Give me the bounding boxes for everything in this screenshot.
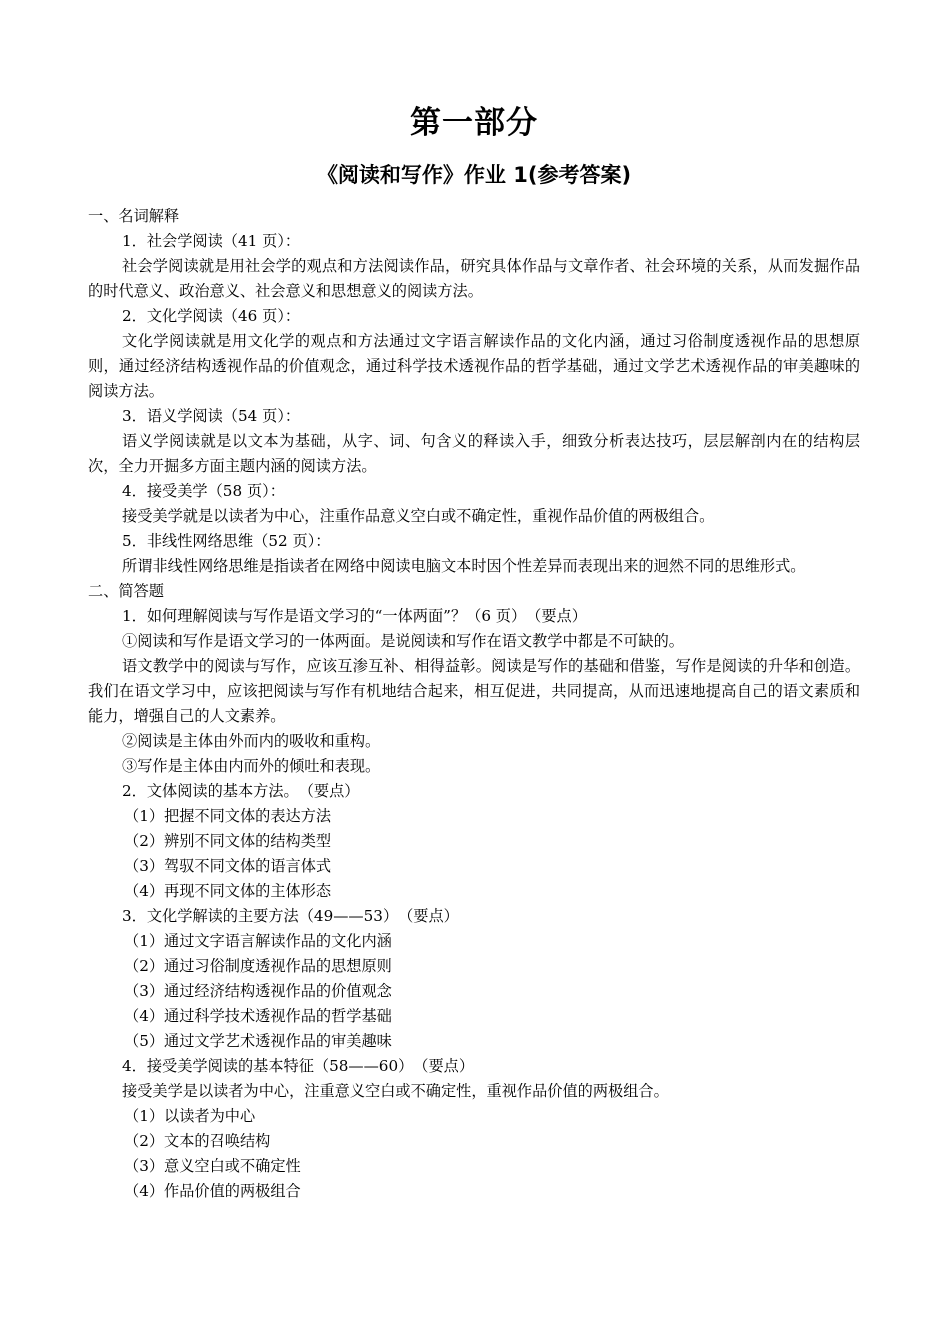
short-question: 1．如何理解阅读与写作是语文学习的“一体两面”？（6 页） （要点） (122, 607, 587, 625)
answer-list-item: （4）再现不同文体的主体形态 (124, 882, 332, 900)
term-question: 4．接受美学（58 页）： (122, 482, 285, 500)
answer-list-item: （4）通过科学技术透视作品的哲学基础 (124, 1007, 392, 1025)
answer-paragraph: ③写作是主体由内而外的倾吐和表现。 (122, 757, 381, 775)
answer-list-item: （2）辨别不同文体的结构类型 (124, 832, 332, 850)
answer-list-item: （5）通过文学艺术透视作品的审美趣味 (124, 1032, 392, 1050)
page-subtitle: 《阅读和写作》作业 1(参考答案) (316, 163, 632, 187)
section-heading-terms: 一、名词解释 (88, 207, 180, 225)
short-question: 4．接受美学阅读的基本特征（58——60） （要点） (122, 1057, 475, 1075)
answer-paragraph: ②阅读是主体由外而内的吸收和重构。 (122, 732, 381, 750)
short-question: 3．文化学解读的主要方法（49——53） （要点） (122, 907, 459, 925)
answer-paragraph: 接受美学是以读者为中心，注重意义空白或不确定性，重视作品价值的两极组合。 (122, 1082, 669, 1100)
term-answer: 语义学阅读就是以文本为基础，从字、词、句含义的释读入手，细致分析表达技巧，层层解剖内在的结构层次，全力开掘多方面主题内涵的阅读方法。 (88, 432, 860, 475)
term-answer: 所谓非线性网络思维是指读者在网络中阅读电脑文本时因个性差异而表现出来的迥然不同的思维形式。 (122, 557, 806, 575)
answer-list-item: （3）意义空白或不确定性 (124, 1157, 301, 1175)
answer-list-item: （2）文本的召唤结构 (124, 1132, 271, 1150)
answer-list-item: （1）以读者为中心 (124, 1107, 256, 1125)
answer-paragraph: 语文教学中的阅读与写作，应该互渗互补、相得益彰。阅读是写作的基础和借鉴，写作是阅读的升华和创造。我们在语文学习中，应该把阅读与写作有机地结合起来，相互促进，共同提高，从而迅速地提高自己的语文素质和能力，增强自己的人文素养。 (88, 657, 860, 725)
short-question: 2．文体阅读的基本方法。 （要点） (122, 782, 360, 800)
term-question: 5．非线性网络思维（52 页）： (122, 532, 331, 550)
term-answer: 文化学阅读就是用文化学的观点和方法通过文字语言解读作品的文化内涵，通过习俗制度透视作品的思想原则，通过经济结构透视作品的价值观念，通过科学技术透视作品的哲学基础，通过文学艺术透视作品的审美趣味的阅读方法。 (88, 332, 860, 400)
page-title: 第一部分 (410, 105, 538, 141)
answer-list-item: （2）通过习俗制度透视作品的思想原则 (124, 957, 392, 975)
answer-list-item: （1）通过文字语言解读作品的文化内涵 (124, 932, 392, 950)
answer-list-item: （1）把握不同文体的表达方法 (124, 807, 332, 825)
answer-paragraph: ①阅读和写作是语文学习的一体两面。是说阅读和写作在语文教学中都是不可缺的。 (122, 632, 684, 650)
term-question: 2．文化学阅读（46 页）： (122, 307, 301, 325)
section-heading-short-answer: 二、简答题 (88, 582, 164, 600)
answer-list-item: （3）通过经济结构透视作品的价值观念 (124, 982, 392, 1000)
term-question: 3．语义学阅读（54 页）： (122, 407, 301, 425)
term-answer: 接受美学就是以读者为中心，注重作品意义空白或不确定性，重视作品价值的两极组合。 (122, 507, 715, 525)
answer-list-item: （4）作品价值的两极组合 (124, 1182, 301, 1200)
term-answer: 社会学阅读就是用社会学的观点和方法阅读作品，研究具体作品与文章作者、社会环境的关系，从而发掘作品的时代意义、政治意义、社会意义和思想意义的阅读方法。 (88, 257, 860, 300)
answer-list-item: （3）驾驭不同文体的语言体式 (124, 857, 332, 875)
term-question: 1．社会学阅读（41 页）： (122, 232, 301, 250)
